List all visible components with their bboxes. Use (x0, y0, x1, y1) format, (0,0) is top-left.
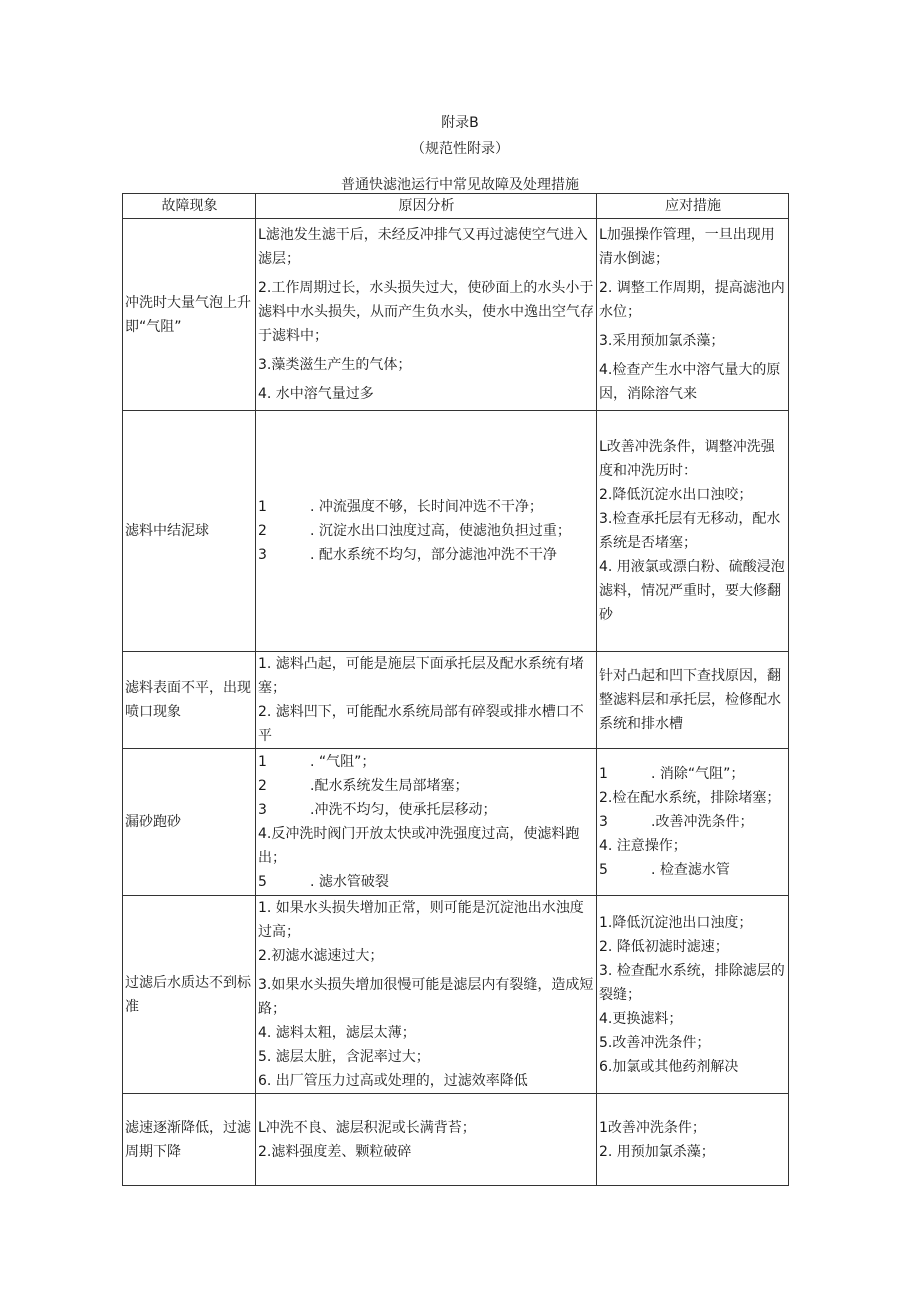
cause-text: . 滤水管破裂 (310, 874, 389, 890)
table-title: 普通快滤池运行中常见故障及处理措施 (341, 177, 579, 193)
causes-cell (256, 1094, 597, 1186)
measures-cell (597, 411, 789, 652)
cause-item: 1. 滤料凸起，可能是施层下面承托层及配水系统有堵塞； (258, 656, 584, 696)
cause-number: 2 (258, 523, 267, 539)
cause-item (258, 798, 595, 822)
measure-item: 4. 用液氯或漂白粉、硫酸浸泡滤料，情况严重时，要大修翻砂 (599, 559, 785, 623)
measure-number: 5 (599, 862, 608, 878)
measure-item: 1改善冲洗条件； (599, 1119, 706, 1136)
measure-item: L加强操作管理，一旦出现用清水倒滤； (599, 227, 775, 267)
measure-item: 2. 用预加氯杀藻； (599, 1143, 715, 1160)
measure-number: 1 (599, 766, 608, 782)
cause-item: 5. 滤层太脏，含泥率过大； (258, 1049, 430, 1065)
measure-item: 2. 降低初滤时滤速； (599, 938, 729, 955)
causes-cell (256, 652, 597, 749)
measures-cell (597, 1094, 789, 1186)
measure-item: L改善冲洗条件，调整冲洗强度和冲洗历时： (599, 439, 775, 479)
measure-item: 2.降低沉淀水出口浊咬； (599, 487, 753, 503)
cause-number: 3 (258, 547, 267, 563)
symptom-cell (123, 652, 256, 749)
causes-cell (256, 411, 597, 652)
measure-item: 3. 检查配水系统，排除滤层的裂缝； (599, 962, 785, 1003)
cause-number: 1 (258, 499, 267, 515)
measure-item: 4. 注意操作； (599, 838, 687, 854)
symptom-text: 滤料表面不平，出现喷口现象 (125, 680, 251, 720)
cause-item (258, 870, 595, 894)
measure-item (599, 810, 787, 834)
table-header-row (123, 194, 789, 219)
symptom-text: 冲洗时大量气泡上升即“气阻” (125, 294, 251, 335)
table-row (123, 749, 789, 896)
measure-text: . 消除“气阻”； (651, 766, 745, 782)
cause-text: . 配水系统不均匀，部分滤池冲洗不干净 (310, 547, 557, 563)
measure-item: 针对凸起和凹下查找原因，翻整滤料层和承托层，检修配水系统和排水槽 (599, 668, 781, 732)
cause-item: 4.反冲洗时阀门开放太快或冲洗强度过高，使滤料跑出； (258, 826, 580, 866)
appendix-subtitle: （规范性附录） (411, 141, 509, 157)
causes-cell (256, 896, 597, 1094)
measure-item (599, 858, 787, 882)
cause-text: . 冲流强度不够，长时间冲选不干净； (310, 499, 543, 515)
cause-item: 2. 滤料凹下，可能配水系统局部有碎裂或排水槽口不平 (258, 704, 584, 744)
measure-item: 4.更换滤料； (599, 1010, 683, 1027)
measure-item: 3.采用预加氯杀藻； (599, 333, 725, 349)
symptom-cell (123, 219, 256, 411)
cause-item: L滤池发生滤干后，未经反冲排气又再过滤使空气进入滤层； (258, 227, 588, 267)
cause-item (258, 750, 595, 774)
symptom-cell (123, 749, 256, 896)
causes-cell (256, 219, 597, 411)
measures-cell (597, 749, 789, 896)
appendix-title: 附录B (441, 115, 479, 131)
cause-item: 2.滤料强度差、颗粒破碎 (258, 1143, 412, 1160)
table-row (123, 1094, 789, 1186)
symptom-text: 滤速逐渐降低，过滤周期下降 (125, 1119, 251, 1160)
cause-item: 2.初滤水滤速过大； (258, 948, 384, 964)
symptom-cell (123, 896, 256, 1094)
table-row (123, 219, 789, 411)
measure-item: 2.检在配水系统，排除堵塞； (599, 790, 781, 806)
column-header-symptom: 故障现象 (123, 194, 256, 219)
cause-number: 1 (258, 754, 267, 770)
table-row (123, 652, 789, 749)
measure-text: .改善冲洗条件； (651, 814, 754, 830)
cause-item (258, 543, 595, 567)
table-row (123, 411, 789, 652)
cause-item (258, 774, 595, 798)
cause-item: 1. 如果水头损失增加正常，则可能是沉淀池出水浊度过高； (258, 900, 584, 940)
measure-item: 4.检查产生水中溶气量大的原因，消除溶气来 (599, 362, 781, 402)
cause-item: 2.工作周期过长，水头损失过大，使砂面上的水头小于滤料中水头损失，从而产生负水头，使水中逸出空气存于滤料中； (258, 280, 594, 344)
cause-item: 4. 滤料太粗，滤层太薄； (258, 1025, 416, 1041)
cause-number: 5 (258, 874, 267, 890)
measures-cell (597, 219, 789, 411)
cause-item: 3.如果水头损失增加很慢可能是滤层内有裂缝，造成短路； (258, 977, 594, 1017)
cause-item (258, 519, 595, 543)
measure-text: . 检查滤水管 (651, 862, 730, 878)
fault-table (122, 193, 789, 1186)
measure-item: 6.加氯或其他药剂解决 (599, 1058, 739, 1075)
cause-text: .配水系统发生局部堵塞； (310, 778, 469, 794)
measure-item: 5.改善冲洗条件； (599, 1034, 711, 1051)
measures-cell (597, 652, 789, 749)
cause-text: . “气阻”； (310, 754, 376, 770)
column-header-causes: 原因分析 (256, 194, 597, 219)
cause-text: . 沉淀水出口浊度过高，使滤池负担过重； (310, 523, 571, 539)
cause-item (258, 495, 595, 519)
column-header-measures: 应对措施 (597, 194, 789, 219)
cause-item: 6. 出厂管压力过高或处理的，过滤效率降低 (258, 1073, 528, 1089)
measure-item (599, 762, 787, 786)
symptom-text: 漏砂跑砂 (125, 814, 181, 830)
cause-item: L冲洗不良、滤层积泥或长满背苔； (258, 1119, 476, 1136)
measure-item: 1.降低沉淀池出口浊度； (599, 914, 753, 931)
cause-item: 4. 水中溶气量过多 (258, 386, 374, 402)
measures-cell (597, 896, 789, 1094)
measure-item: 2. 调整工作周期，提高滤池内水位； (599, 280, 785, 320)
symptom-cell (123, 1094, 256, 1186)
table-row (123, 896, 789, 1094)
cause-item: 3.藻类滋生产生的气体； (258, 357, 412, 373)
cause-number: 2 (258, 778, 267, 794)
cause-number: 3 (258, 802, 267, 818)
cause-text: .冲洗不均匀，使承托层移动； (310, 802, 497, 818)
measure-item: 3.检查承托层有无移动，配水系统是否堵塞； (599, 511, 781, 551)
symptom-text: 过滤后水质达不到标准 (125, 974, 251, 1015)
symptom-text: 滤料中结泥球 (125, 523, 209, 539)
causes-cell (256, 749, 597, 896)
measure-number: 3 (599, 814, 608, 830)
symptom-cell (123, 411, 256, 652)
